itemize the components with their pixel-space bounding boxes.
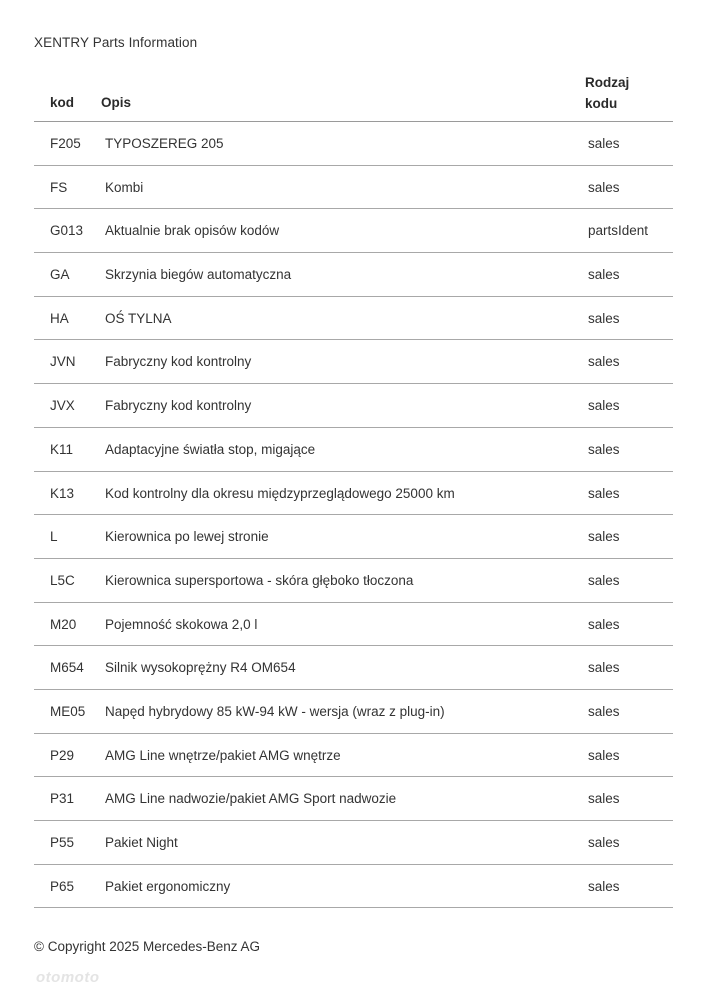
row-code: FS — [50, 179, 68, 195]
table-row — [34, 821, 673, 865]
table-row — [34, 297, 673, 341]
row-description: OŚ TYLNA — [105, 310, 172, 326]
table-row — [34, 734, 673, 778]
row-code: L — [50, 529, 58, 545]
row-code: G013 — [50, 223, 84, 239]
table-row — [34, 340, 673, 384]
row-code: JVN — [50, 354, 76, 370]
row-description: Fabryczny kod kontrolny — [105, 354, 252, 370]
table-header — [34, 68, 673, 122]
row-type: sales — [588, 878, 620, 894]
row-code: ME05 — [50, 703, 86, 719]
column-header-description: Opis — [101, 95, 132, 110]
column-header-type: Rodzaj kodu — [585, 75, 630, 111]
table-row — [34, 603, 673, 647]
table-row — [34, 865, 673, 909]
row-type: sales — [588, 529, 620, 545]
row-description: Fabryczny kod kontrolny — [105, 398, 252, 414]
table-row — [34, 472, 673, 516]
row-type: sales — [588, 703, 620, 719]
row-description: Adaptacyjne światła stop, migające — [105, 441, 316, 457]
row-description: Pakiet Night — [105, 835, 178, 850]
row-description: Pojemność skokowa 2,0 l — [105, 616, 258, 632]
row-type: sales — [588, 660, 620, 676]
row-description: Silnik wysokoprężny R4 OM654 — [105, 660, 296, 676]
row-code: K11 — [50, 441, 74, 457]
table-row — [34, 384, 673, 428]
row-type: sales — [588, 310, 620, 326]
row-type: sales — [588, 791, 620, 807]
row-description: Skrzynia biegów automatyczna — [105, 267, 292, 283]
column-header-code: kod — [50, 95, 75, 110]
row-type: sales — [588, 835, 620, 850]
row-type: sales — [588, 747, 620, 763]
table-row — [34, 428, 673, 472]
row-code: M20 — [50, 616, 77, 632]
row-code: F205 — [50, 136, 81, 151]
parts-table — [34, 122, 673, 908]
table-row — [34, 646, 673, 690]
page-title: XENTRY Parts Information — [34, 35, 198, 50]
row-type: sales — [588, 616, 620, 632]
row-type: sales — [588, 441, 620, 457]
table-row — [34, 559, 673, 603]
row-description: Kierownica po lewej stronie — [105, 529, 269, 545]
row-type: sales — [588, 572, 620, 588]
copyright-footer: © Copyright 2025 Mercedes-Benz AG — [34, 939, 261, 954]
row-description: AMG Line nadwozie/pakiet AMG Sport nadwozie — [105, 791, 397, 807]
row-code: P29 — [50, 747, 75, 763]
row-description: Kierownica supersportowa - skóra głęboko tłoczona — [105, 572, 414, 588]
row-type: sales — [588, 398, 620, 414]
table-row — [34, 777, 673, 821]
row-code: JVX — [50, 398, 75, 414]
row-description: AMG Line wnętrze/pakiet AMG wnętrze — [105, 747, 341, 763]
row-type: sales — [588, 485, 620, 501]
svg-text:otomoto: otomoto — [36, 969, 100, 986]
table-row — [34, 122, 673, 166]
row-description: Kombi — [105, 179, 144, 195]
row-type: sales — [588, 267, 620, 283]
row-description: Napęd hybrydowy 85 kW-94 kW - wersja (wraz z plug-in) — [105, 703, 445, 719]
row-code: GA — [50, 267, 70, 283]
row-description: TYPOSZEREG 205 — [105, 136, 224, 151]
table-row — [34, 166, 673, 210]
table-row — [34, 209, 673, 253]
row-code: P55 — [50, 835, 75, 850]
row-type: partsIdent — [588, 223, 649, 239]
table-row — [34, 253, 673, 297]
watermark-logo-svg — [36, 968, 126, 986]
row-type: sales — [588, 179, 620, 195]
row-code: HA — [50, 310, 69, 326]
row-description: Aktualnie brak opisów kodów — [105, 223, 280, 239]
row-code: P65 — [50, 878, 75, 894]
row-code: M654 — [50, 660, 84, 676]
row-type: sales — [588, 136, 620, 151]
row-type: sales — [588, 354, 620, 370]
table-row — [34, 690, 673, 734]
table-row — [34, 515, 673, 559]
watermark-logo — [36, 968, 126, 990]
row-code: P31 — [50, 791, 75, 807]
row-code: L5C — [50, 572, 75, 588]
row-description: Kod kontrolny dla okresu międzyprzeglądowego 25000 km — [105, 485, 455, 501]
row-description: Pakiet ergonomiczny — [105, 878, 231, 894]
row-code: K13 — [50, 485, 75, 501]
